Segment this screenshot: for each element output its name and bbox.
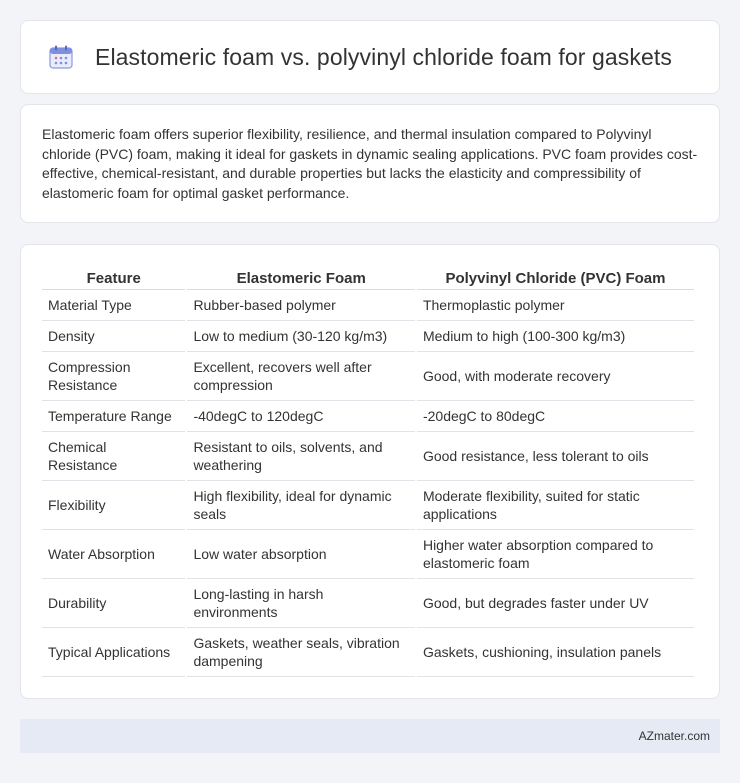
feature-cell: Flexibility xyxy=(42,481,185,530)
table-header-row xyxy=(42,265,694,290)
pvc-cell: Good, but degrades faster under UV xyxy=(417,579,694,628)
feature-cell: Material Type xyxy=(42,290,185,321)
page-title: Elastomeric foam vs. polyvinyl chloride foam for gaskets xyxy=(95,43,672,70)
pvc-cell: Good, with moderate recovery xyxy=(417,352,694,401)
pvc-cell: Moderate flexibility, suited for static applications xyxy=(417,481,694,530)
pvc-cell: Thermoplastic polymer xyxy=(417,290,694,321)
pvc-cell: -20degC to 80degC xyxy=(417,401,694,432)
comparison-table xyxy=(40,265,696,677)
elastomeric-cell: Low water absorption xyxy=(187,530,415,579)
footer-site-name: AZmater.com xyxy=(638,729,710,743)
header-feature: Feature xyxy=(42,265,185,290)
table-row xyxy=(42,628,694,677)
footer xyxy=(20,719,720,753)
table-row xyxy=(42,321,694,352)
pvc-cell: Higher water absorption compared to elastomeric foam xyxy=(417,530,694,579)
elastomeric-cell: -40degC to 120degC xyxy=(187,401,415,432)
elastomeric-cell: Gaskets, weather seals, vibration dampening xyxy=(187,628,415,677)
header-elastomeric-foam: Elastomeric Foam xyxy=(187,265,415,290)
elastomeric-cell: Long-lasting in harsh environments xyxy=(187,579,415,628)
table-row xyxy=(42,290,694,321)
elastomeric-cell: Rubber-based polymer xyxy=(187,290,415,321)
pvc-cell: Gaskets, cushioning, insulation panels xyxy=(417,628,694,677)
table-row xyxy=(42,432,694,481)
elastomeric-cell: High flexibility, ideal for dynamic seals xyxy=(187,481,415,530)
feature-cell: Water Absorption xyxy=(42,530,185,579)
title-card xyxy=(20,20,720,94)
feature-cell: Typical Applications xyxy=(42,628,185,677)
table-row xyxy=(42,530,694,579)
pvc-cell: Medium to high (100-300 kg/m3) xyxy=(417,321,694,352)
summary-card xyxy=(20,104,720,223)
elastomeric-cell: Low to medium (30-120 kg/m3) xyxy=(187,321,415,352)
header-pvc-foam: Polyvinyl Chloride (PVC) Foam xyxy=(417,265,694,290)
table-row xyxy=(42,481,694,530)
pvc-cell: Good resistance, less tolerant to oils xyxy=(417,432,694,481)
feature-cell: Compression Resistance xyxy=(42,352,185,401)
calendar-icon xyxy=(47,43,75,71)
elastomeric-cell: Resistant to oils, solvents, and weathering xyxy=(187,432,415,481)
table-row xyxy=(42,401,694,432)
feature-cell: Temperature Range xyxy=(42,401,185,432)
elastomeric-cell: Excellent, recovers well after compression xyxy=(187,352,415,401)
feature-cell: Density xyxy=(42,321,185,352)
feature-cell: Durability xyxy=(42,579,185,628)
table-row xyxy=(42,352,694,401)
summary-text: Elastomeric foam offers superior flexibility, resilience, and thermal insulation compared to Polyvinyl chloride (PVC) foam, making it ideal for gaskets in dynamic sealing applications. PVC foam provides cost-effective, chemical-resistant, and durable properties but lacks the elasticity and compressibility of elastomeric foam for optimal gasket performance. xyxy=(42,126,698,201)
table-row xyxy=(42,579,694,628)
comparison-table-card xyxy=(20,244,720,699)
feature-cell: Chemical Resistance xyxy=(42,432,185,481)
